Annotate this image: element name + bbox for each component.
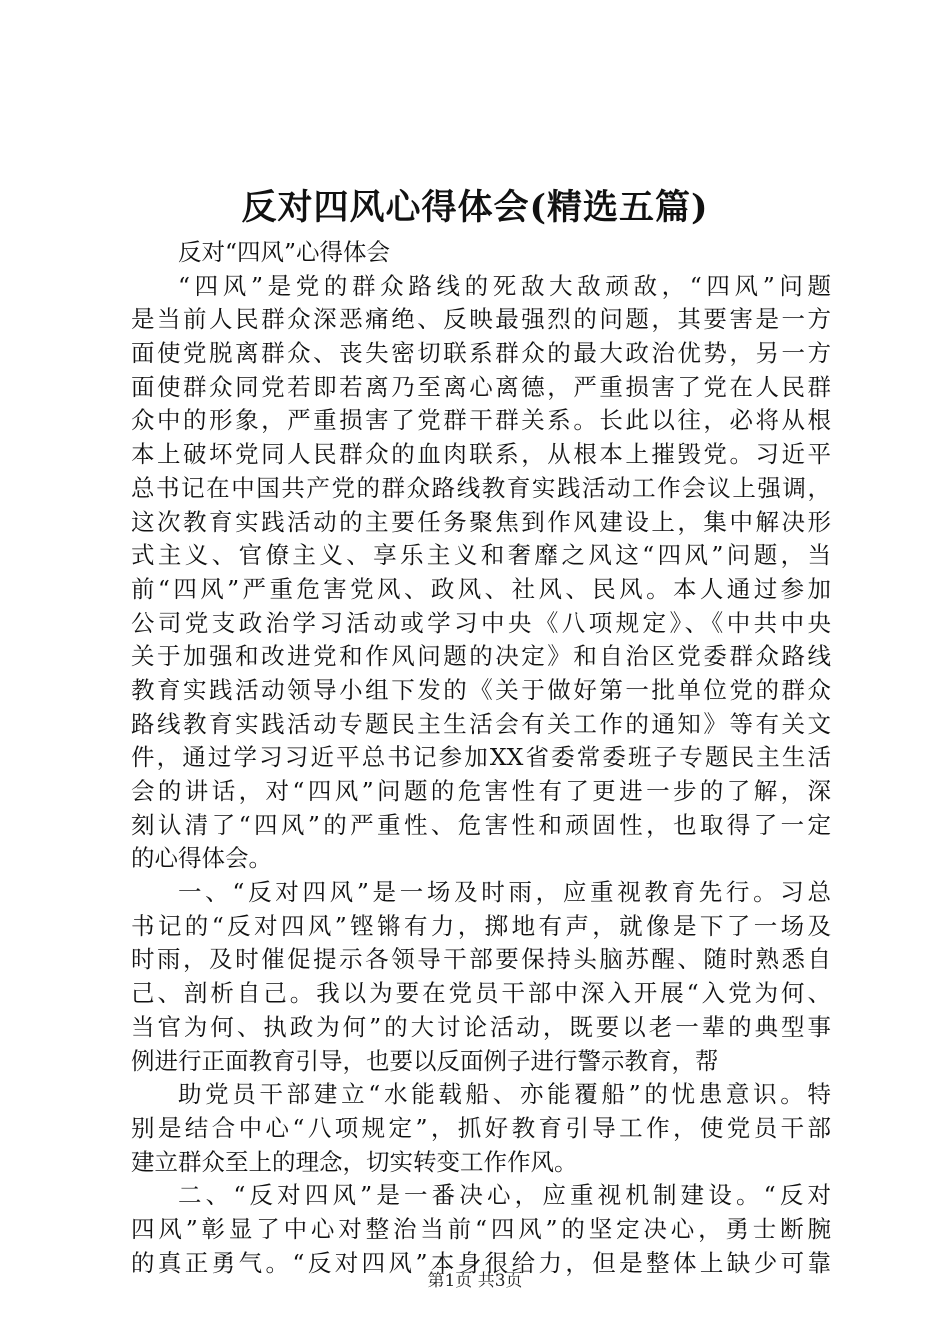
paragraph-line: 这次教育实践活动的主要任务聚焦到作风建设上，集中解决形	[131, 507, 831, 536]
paragraph-line: 会的讲话，对“四风”问题的危害性有了更进一步的了解，深	[131, 777, 831, 805]
paragraph-line: 二、“反对四风”是一番决心，应重视机制建设。“反对	[178, 1181, 831, 1210]
paragraph-line: 件，通过学习习近平总书记参加XX省委常委班子专题民主生活	[131, 743, 831, 772]
paragraph-line: 面使党脱离群众、丧失密切联系群众的最大政治优势，另一方	[131, 339, 831, 368]
paragraph-line: 助党员干部建立“水能载船、亦能覆船”的忧患意识。特	[178, 1080, 831, 1109]
paragraph-line: 刻认清了“四风”的严重性、危害性和顽固性，也取得了一定	[131, 810, 831, 839]
paragraph-line: 的心得体会。	[131, 844, 272, 873]
paragraph-line: 本上破坏党同人民群众的血肉联系，从根本上摧毁党。习近平	[131, 440, 831, 469]
paragraph-line: 书记的“反对四风”铿锵有力，掷地有声，就像是下了一场及	[131, 911, 831, 940]
page-footer: 第1页 共3页	[427, 1271, 523, 1291]
paragraph-line: 当官为何、执政为何”的大讨论活动，既要以老一辈的典型事	[131, 1012, 831, 1041]
paragraph-line: 别是结合中心“八项规定”，抓好教育引导工作，使党员干部	[131, 1113, 831, 1142]
paragraph-line: 四风”彰显了中心对整治当前“四风”的坚定决心，勇士断腕	[131, 1214, 831, 1243]
paragraph-line: 关于加强和改进党和作风问题的决定》和自治区党委群众路线	[131, 642, 831, 671]
paragraph-line: 的真正勇气。“反对四风”本身很给力，但是整体上缺少可靠	[131, 1248, 831, 1277]
paragraph-line: 例进行正面教育引导，也要以反面例子进行警示教育，帮	[131, 1046, 719, 1075]
paragraph-line: 众中的形象，严重损害了党群干群关系。长此以往，必将从根	[131, 406, 831, 435]
document-title: 反对四风心得体会(精选五篇)	[241, 187, 709, 228]
paragraph-line: 是当前人民群众深恶痛绝、反映最强烈的问题，其要害是一方	[131, 305, 831, 334]
paragraph-line: 己、剖析自己。我以为要在党员干部中深入开展“入党为何、	[131, 979, 831, 1008]
paragraph-line: 式主义、官僚主义、享乐主义和奢靡之风这“四风”问题，当	[131, 541, 831, 570]
paragraph-line: 公司党支政治学习活动或学习中央《八项规定》、《中共中央	[131, 608, 831, 637]
paragraph-line: 建立群众至上的理念，切实转变工作作风。	[131, 1147, 578, 1176]
paragraph-line: 面使群众同党若即若离乃至离心离德，严重损害了党在人民群	[131, 372, 831, 401]
paragraph-line: 一、“反对四风”是一场及时雨，应重视教育先行。习总	[178, 878, 831, 907]
paragraph-line: 路线教育实践活动专题民主生活会有关工作的通知》等有关文	[131, 709, 831, 738]
paragraph-line: 时雨，及时催促提示各领导干部要保持头脑苏醒、随时熟悉自	[131, 945, 831, 974]
document-body	[131, 236, 831, 1280]
section-heading: 反对“四风”心得体会	[178, 238, 391, 266]
paragraph-line: 教育实践活动领导小组下发的《关于做好第一批单位党的群众	[131, 675, 831, 704]
paragraph-line: “四风”是党的群众路线的死敌大敌顽敌，“四风”问题	[178, 271, 831, 300]
paragraph-line: 总书记在中国共产党的群众路线教育实践活动工作会议上强调，	[131, 473, 831, 502]
paragraph-line: 前“四风”严重危害党风、政风、社风、民风。本人通过参加	[131, 574, 831, 603]
